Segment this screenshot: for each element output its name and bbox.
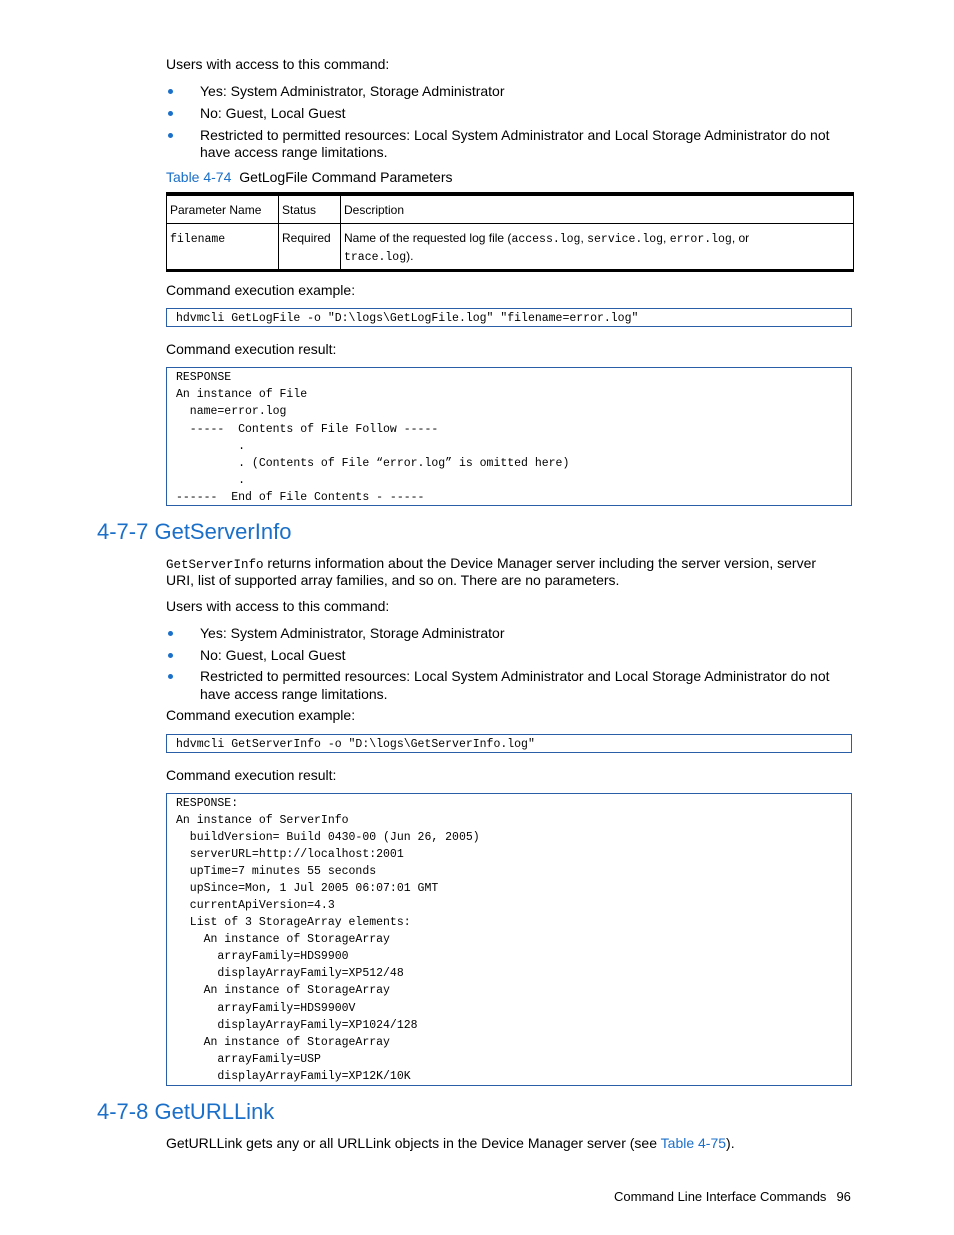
table-caption-ref[interactable]: Table 4-74 [166,169,232,185]
code-line: displayArrayFamily=XP12K/10K [176,1070,411,1083]
bullet-text: Yes: System Administrator, Storage Administrator [200,625,505,641]
code-line: name=error.log [176,405,287,418]
code-line: . (Contents of File “error.log” is omitted here) [176,457,570,470]
param-status: Required [279,224,341,271]
code-line: arrayFamily=USP [176,1053,321,1066]
code-line: ----- Contents of File Follow ----- [176,423,439,436]
param-description: Name of the requested log file (access.log, service.log, error.log, or trace.log). [341,224,854,271]
bullet-icon [168,674,173,679]
section-heading: 4-7-8 GetURLLink [97,1099,275,1124]
result-label: Command execution result: [166,341,337,357]
code-line: serverURL=http://localhost:2001 [176,848,404,861]
code-line: upTime=7 minutes 55 seconds [176,865,377,878]
inline-code: GetServerInfo [166,558,264,572]
bullet-text-continuation: have access range limitations. [200,144,388,160]
code-line: List of 3 StorageArray elements: [176,916,411,929]
bullet-text: No: Guest, Local Guest [200,647,346,663]
bullet-icon [168,631,173,636]
footer [614,1188,851,1205]
code-line: An instance of StorageArray [176,1036,390,1049]
bullet-icon [168,89,173,94]
example-code-box [166,308,852,327]
code-line: upSince=Mon, 1 Jul 2005 06:07:01 GMT [176,882,439,895]
bullet-icon [168,111,173,116]
code-line: . [176,440,246,453]
table-caption [166,169,452,186]
result-code-box [166,793,852,1086]
bullet-text: Restricted to permitted resources: Local System Administrator and Local Storage Administrator do not [200,668,830,684]
code-line: displayArrayFamily=XP512/48 [176,967,404,980]
page-number: 96 [836,1189,851,1204]
table-header: Status [279,194,341,224]
example-code-box [166,734,852,753]
example-label: Command execution example: [166,707,356,723]
bullet-icon [168,133,173,138]
code-line: hdvmcli GetServerInfo -o "D:\logs\GetServerInfo.log" [176,738,535,751]
code-line: ------ End of File Contents - ----- [176,491,425,504]
bullet-icon [168,653,173,658]
code-line: arrayFamily=HDS9900 [176,950,349,963]
users-access-text: Users with access to this command: [166,598,390,614]
param-name: filename [170,233,226,246]
code-line: . [176,474,246,487]
code-line: arrayFamily=HDS9900V [176,1002,356,1015]
bullet-text: No: Guest, Local Guest [200,105,346,121]
code-line: buildVersion= Build 0430-00 (Jun 26, 2005) [176,831,480,844]
code-line: displayArrayFamily=XP1024/128 [176,1019,418,1032]
bullet-text: Restricted to permitted resources: Local System Administrator and Local Storage Administrator do not [200,127,830,143]
table-link[interactable]: Table 4-75 [660,1135,727,1151]
code-line: RESPONSE: [176,797,239,810]
table-row [167,224,854,271]
result-code-box [166,367,852,506]
table-caption-title: GetLogFile Command Parameters [239,169,453,185]
bullet-text-continuation: have access range limitations. [200,686,388,702]
code-line: currentApiVersion=4.3 [176,899,335,912]
code-line: An instance of File [176,388,308,401]
code-line: An instance of ServerInfo [176,814,349,827]
example-label: Command execution example: [166,282,356,298]
table-header: Description [341,194,854,224]
section-description: GetURLLink gets any or all URLLink objects in the Device Manager server (see Table 4-75). [166,1135,735,1151]
code-line: RESPONSE [176,371,232,384]
users-access-text: Users with access to this command: [166,56,390,72]
code-line: hdvmcli GetLogFile -o "D:\logs\GetLogFile.log" "filename=error.log" [176,312,639,325]
table-header-row [167,194,854,224]
code-line: An instance of StorageArray [176,984,390,997]
parameters-table [166,192,854,272]
result-label: Command execution result: [166,767,337,783]
footer-title: Command Line Interface Commands [614,1189,827,1204]
bullet-text: Yes: System Administrator, Storage Administrator [200,83,505,99]
section-description-line2: URI, list of supported array families, and so on. There are no parameters. [166,572,620,588]
table-header: Parameter Name [167,194,279,224]
section-description: GetServerInfo returns information about the Device Manager server including the server version, server [166,555,817,572]
code-line: An instance of StorageArray [176,933,390,946]
section-heading: 4-7-7 GetServerInfo [97,519,292,544]
